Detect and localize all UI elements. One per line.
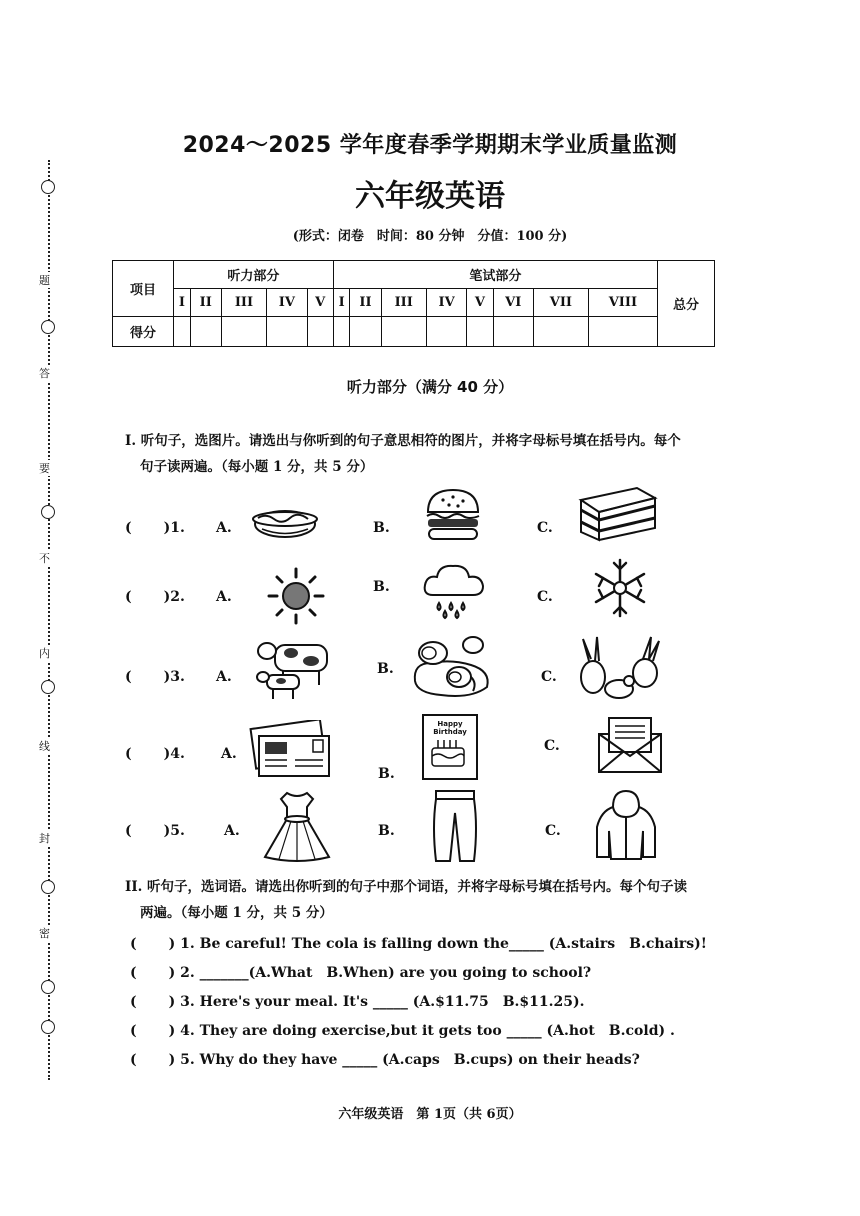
bracket-close: ): [168, 936, 176, 952]
instruction-line: II. 听句子，选词语。请选出你听到的句子中那个词语，并将字母标号填在括号内。每个句子读: [125, 879, 688, 895]
answer-bracket[interactable]: [125, 520, 185, 536]
fill-question-3: [130, 991, 585, 1011]
score-cell[interactable]: [307, 317, 333, 347]
column-header: V: [307, 289, 333, 317]
answer-bracket[interactable]: [125, 823, 185, 839]
rain-cloud-icon: [421, 561, 487, 621]
answer-bracket[interactable]: [125, 746, 185, 762]
bracket-close: ): [163, 823, 171, 839]
question-number: 3.: [170, 669, 185, 685]
raincoat-icon: [591, 787, 661, 863]
item-header: 项目: [113, 261, 174, 317]
question-text: 4. They are doing exercise,but it gets too _____ (A.hot B.cold) .: [180, 1023, 675, 1039]
binding-char: 不: [39, 552, 50, 565]
answer-bracket[interactable]: [130, 1023, 175, 1039]
column-header: VI: [493, 289, 533, 317]
answer-bracket[interactable]: [130, 994, 175, 1010]
instruction-line: 句子读两遍。（每小题 1 分，共 5 分）: [140, 459, 374, 475]
question-number: 1.: [170, 520, 185, 536]
option-c-label: C.: [545, 823, 561, 839]
option-a-label: A.: [221, 746, 237, 762]
cake-icon: [424, 736, 472, 772]
fill-question-4: [130, 1020, 675, 1040]
birthday-card-icon: [422, 714, 478, 780]
bracket-close: ): [163, 746, 171, 762]
bracket-close: ): [163, 589, 171, 605]
option-a-label: A.: [216, 520, 232, 536]
question-text: 3. Here's your meal. It's _____ (A.$11.75 B.$11.25).: [180, 994, 585, 1010]
page-footer: 六年级英语 第 1页（共 6页）: [338, 1107, 522, 1122]
binding-char: 内: [39, 647, 50, 660]
score-cell[interactable]: [381, 317, 426, 347]
instruction-line: 两遍。（每小题 1 分，共 5 分）: [140, 905, 333, 921]
question-row-1: [125, 494, 685, 564]
binding-char: 要: [39, 462, 50, 475]
column-header: V: [467, 289, 493, 317]
bracket-open: (: [130, 965, 137, 981]
bracket-open: (: [130, 936, 137, 952]
score-cell[interactable]: [190, 317, 221, 347]
bracket-close: ): [168, 994, 176, 1010]
postcards-icon: [245, 720, 333, 782]
option-c-label: C.: [541, 669, 557, 685]
answer-bracket[interactable]: [125, 589, 185, 605]
option-c-label: C.: [544, 738, 560, 754]
question-number: 4.: [170, 746, 185, 762]
answer-bracket[interactable]: [130, 965, 175, 981]
subject-title: 六年级英语: [355, 179, 505, 214]
question-text: 1. Be careful! The cola is falling down the_____ (A.stairs B.chairs)!: [180, 936, 707, 952]
part1-instructions: [125, 428, 735, 480]
cows-icon: [253, 635, 333, 701]
dress-icon: [261, 789, 333, 865]
score-cell[interactable]: [588, 317, 657, 347]
card-text: Birthday: [433, 728, 467, 736]
score-cell[interactable]: [221, 317, 266, 347]
page-header: [0, 128, 860, 244]
score-cell[interactable]: [533, 317, 588, 347]
bracket-close: ): [168, 1052, 176, 1068]
binding-circle: [41, 320, 55, 334]
fill-question-2: [130, 962, 591, 982]
score-cell[interactable]: [467, 317, 493, 347]
column-header: IV: [426, 289, 466, 317]
binding-circle: [41, 1020, 55, 1034]
score-cell[interactable]: [426, 317, 466, 347]
score-cell[interactable]: [350, 317, 381, 347]
question-text: 2. _______(A.What B.When) are you going to school?: [180, 965, 592, 981]
option-b-label: B.: [377, 661, 394, 677]
binding-circle: [41, 505, 55, 519]
score-table: [112, 260, 715, 347]
pants-icon: [430, 787, 480, 867]
column-header: I: [174, 289, 191, 317]
answer-bracket[interactable]: [130, 1052, 175, 1068]
binding-char: 答: [39, 367, 50, 380]
option-b-label: B.: [378, 766, 395, 782]
total-header: 总分: [658, 261, 715, 347]
sun-icon: [265, 565, 327, 627]
instruction-line: I. 听句子，选图片。请选出与你听到的句子意思相符的图片，并将字母标号填在括号内。每个: [125, 433, 681, 449]
bracket-open: (: [125, 746, 132, 762]
exam-info: (形式：闭卷 时间：80 分钟 分值：100 分): [292, 229, 568, 244]
binding-char: 题: [39, 274, 50, 287]
question-row-5: [125, 797, 685, 867]
bracket-close: ): [163, 520, 171, 536]
bracket-open: (: [125, 589, 132, 605]
binding-char: 密: [39, 927, 50, 940]
score-row-label: 得分: [113, 317, 174, 347]
listening-section-heading: 听力部分（满分 40 分）: [346, 378, 514, 396]
column-header: II: [350, 289, 381, 317]
part2-instructions: [125, 874, 735, 926]
question-text: 5. Why do they have _____ (A.caps B.cups) on their heads?: [180, 1052, 640, 1068]
snowflake-icon: [589, 557, 651, 619]
question-row-3: [125, 643, 685, 713]
binding-circle: [41, 680, 55, 694]
bracket-close: ): [163, 669, 171, 685]
binding-margin: [36, 160, 62, 1080]
hamburger-icon: [423, 486, 483, 546]
bracket-open: (: [125, 823, 132, 839]
score-cell[interactable]: [174, 317, 191, 347]
question-number: 5.: [170, 823, 185, 839]
binding-char: 线: [39, 740, 50, 753]
bracket-close: ): [168, 965, 176, 981]
column-header: III: [381, 289, 426, 317]
listening-header: 听力部分: [174, 261, 334, 289]
answer-bracket[interactable]: [130, 936, 175, 952]
score-cell[interactable]: [267, 317, 307, 347]
bracket-open: (: [130, 994, 137, 1010]
column-header: II: [190, 289, 221, 317]
bracket-open: (: [125, 520, 132, 536]
binding-dotted-line: [48, 160, 50, 1080]
option-c-label: C.: [537, 589, 553, 605]
question-number: 2.: [170, 589, 185, 605]
question-row-4: [125, 720, 685, 790]
bracket-open: (: [130, 1023, 137, 1039]
column-header: III: [221, 289, 266, 317]
binding-circle: [41, 980, 55, 994]
binding-circle: [41, 880, 55, 894]
hotdog-icon: [250, 494, 320, 546]
envelope-icon: [595, 714, 665, 776]
option-b-label: B.: [373, 520, 390, 536]
elephants-icon: [411, 633, 493, 701]
bracket-open: (: [125, 669, 132, 685]
question-row-2: [125, 563, 685, 633]
option-b-label: B.: [373, 579, 390, 595]
column-header: I: [333, 289, 350, 317]
bracket-close: ): [168, 1023, 176, 1039]
binding-char: 封: [39, 832, 50, 845]
option-a-label: A.: [224, 823, 240, 839]
bracket-open: (: [130, 1052, 137, 1068]
column-header: VIII: [588, 289, 657, 317]
writing-header: 笔试部分: [333, 261, 657, 289]
score-cell[interactable]: [333, 317, 350, 347]
option-a-label: A.: [216, 589, 232, 605]
sandwich-icon: [577, 484, 659, 544]
option-c-label: C.: [537, 520, 553, 536]
fill-question-1: [130, 933, 707, 953]
page-title: 2024～2025 学年度春季学期期末学业质量监测: [182, 133, 678, 158]
column-header: VII: [533, 289, 588, 317]
option-b-label: B.: [378, 823, 395, 839]
fill-question-5: [130, 1049, 640, 1069]
rabbits-icon: [575, 631, 663, 703]
card-text: Happy: [437, 720, 463, 728]
score-cell[interactable]: [493, 317, 533, 347]
column-header: IV: [267, 289, 307, 317]
answer-bracket[interactable]: [125, 669, 185, 685]
option-a-label: A.: [216, 669, 232, 685]
